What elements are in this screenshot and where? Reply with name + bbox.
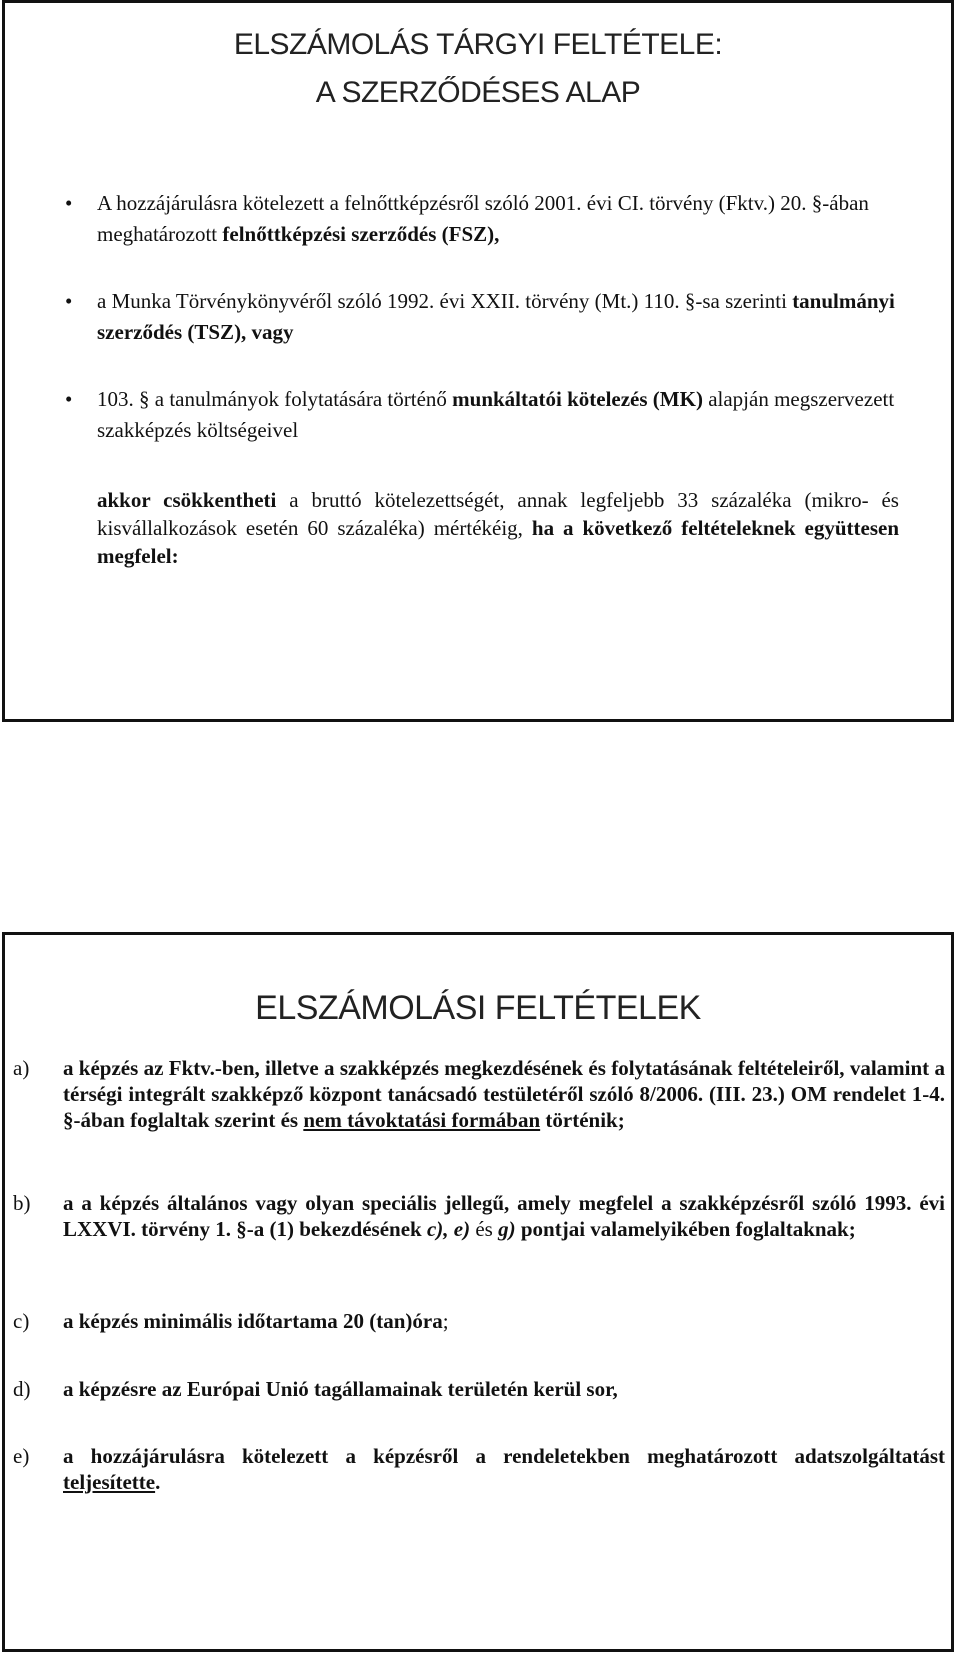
bullet-text-continued: alapján megszervezett szakképzés költségeivel	[97, 387, 895, 442]
paragraph-bold-end: ha a következő feltételeknek együttesen megfelel:	[97, 516, 900, 568]
bullet-marker: •	[65, 387, 73, 411]
condition-b-and: és	[470, 1217, 499, 1241]
condition-text	[63, 1443, 945, 1495]
condition-text	[63, 1190, 945, 1242]
condition-e	[13, 1443, 945, 1495]
slide-1-title-line-1: ELSZÁMOLÁS TÁRGYI FELTÉTELE:	[233, 28, 723, 61]
condition-label: c)	[13, 1309, 30, 1333]
condition-a-text: a képzés az Fktv.-ben, illetve a szakképzés megkezdésének és folytatásának feltételeiről, valamint a térségi integrált szakképző központ tanácsadó testületéről szóló 8/2006. (III. 23.) OM rendelet 1-4. §-ában foglaltak szerint és	[63, 1056, 945, 1132]
bullet-marker: •	[65, 289, 73, 313]
bullet-emphasis: tanulmányi szerződés (TSZ), vagy	[97, 289, 895, 344]
condition-e-underlined: teljesítette	[63, 1470, 156, 1494]
condition-text	[63, 1055, 945, 1133]
condition-b-italic-1: c), e)	[426, 1217, 471, 1241]
condition-b-italic-2: g)	[498, 1217, 516, 1241]
condition-b-text-end: pontjai valamelyikében foglaltaknak;	[515, 1217, 856, 1241]
bullet-emphasis: munkáltatói kötelezés (MK)	[452, 387, 703, 411]
condition-label: d)	[13, 1377, 31, 1401]
bullet-text: a Munka Törvénykönyvéről szóló 1992. évi XXII. törvény (Mt.) 110. §-sa szerinti	[97, 289, 793, 313]
condition-e-text-end: .	[155, 1470, 161, 1494]
bullet-text: 103. § a tanulmányok folytatására történő	[97, 387, 453, 411]
slide-1	[2, 0, 954, 722]
condition-a-text-end: történik;	[540, 1108, 625, 1132]
bullet-text: A hozzájárulásra kötelezett a felnőttképzésről szóló 2001. évi CI. törvény (Fktv.) 20. §-ában meghatározott	[97, 191, 869, 246]
bullet-item-tsz	[65, 286, 905, 348]
condition-c	[13, 1308, 945, 1334]
slide-2	[2, 932, 954, 1652]
condition-a	[13, 1055, 945, 1133]
condition-text	[63, 1308, 945, 1334]
condition-d	[13, 1376, 945, 1402]
condition-label: b)	[13, 1191, 31, 1215]
reduction-paragraph	[97, 486, 899, 570]
condition-label: e)	[13, 1444, 30, 1468]
slide-1-title-line-2: A SZERZŐDÉSES ALAP	[315, 76, 641, 109]
condition-a-underlined: nem távoktatási formában	[303, 1108, 541, 1132]
condition-label: a)	[13, 1056, 30, 1080]
condition-d-text: a képzésre az Európai Unió tagállamainak területén kerül sor,	[63, 1377, 618, 1401]
bullet-emphasis: felnőttképzési szerződés (FSZ),	[222, 222, 500, 246]
bullet-item-fsz	[65, 188, 905, 250]
condition-b	[13, 1190, 945, 1242]
slide-2-title: ELSZÁMOLÁSI FELTÉTELEK	[255, 989, 701, 1027]
condition-b-text: a a képzés általános vagy olyan speciális jellegű, amely megfelel a szakképzésről szóló 1993. évi LXXVI. törvény 1. §-a (1) bekezdésének	[63, 1191, 945, 1241]
paragraph-bold-start: akkor csökkentheti	[97, 488, 277, 512]
condition-c-trail: ;	[442, 1309, 449, 1333]
condition-e-text: a hozzájárulásra kötelezett a képzésről a rendeletekben meghatározott adatszolgáltatást	[63, 1444, 945, 1468]
condition-c-text: a képzés minimális időtartama 20 (tan)óra	[63, 1309, 443, 1333]
bullet-item-mk	[65, 384, 905, 446]
bullet-marker: •	[65, 191, 73, 215]
paragraph-middle: a bruttó kötelezettségét, annak legfeljebb 33 százaléka (mikro- és kisvállalkozások esetén 60 százaléka) mértékéig,	[97, 488, 899, 540]
